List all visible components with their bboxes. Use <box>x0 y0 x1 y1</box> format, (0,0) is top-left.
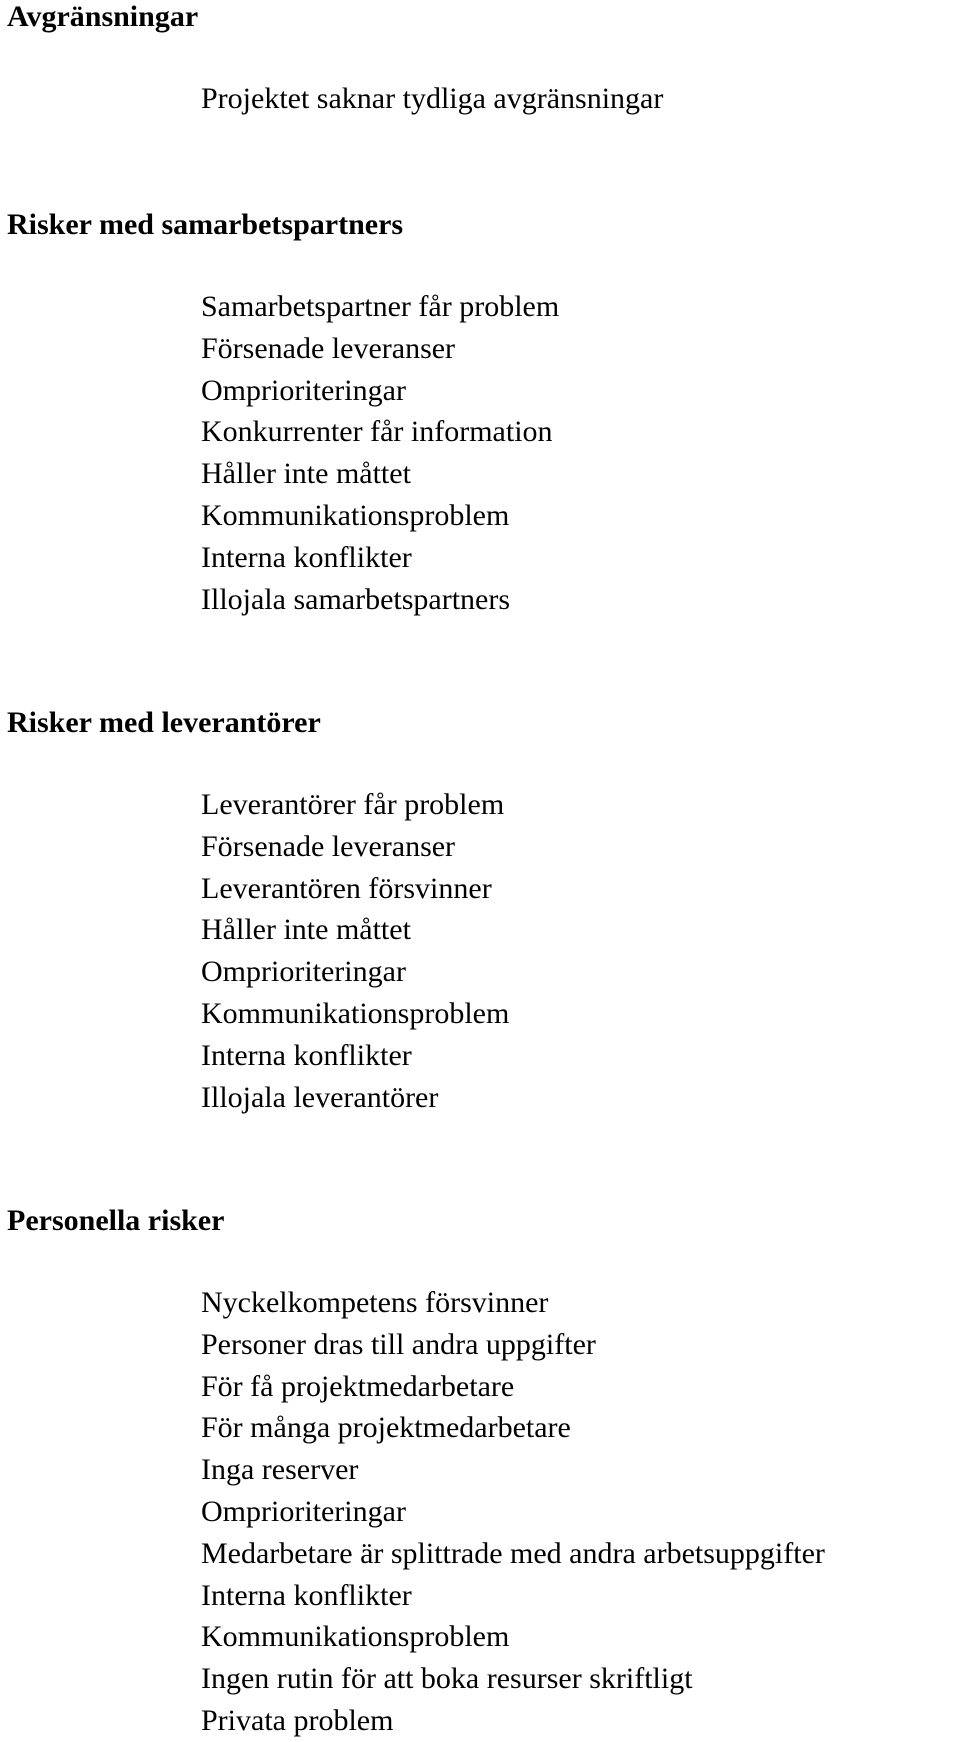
list-item: Medarbetare är splittrade med andra arbetsuppgifter <box>201 1536 825 1570</box>
list-item: Nyckelkompetens försvinner <box>201 1286 549 1319</box>
list-item: Omprioriteringar <box>201 373 406 407</box>
list-item: Interna konflikter <box>201 1578 412 1612</box>
section-heading: Avgränsningar <box>7 0 199 33</box>
list-item: Omprioriteringar <box>201 1494 406 1528</box>
list-item: Samarbetspartner får problem <box>201 290 560 323</box>
list-item: Projektet saknar tydliga avgränsningar <box>201 82 664 115</box>
risk-list <box>201 286 559 620</box>
list-item: Leverantörer får problem <box>201 788 505 821</box>
list-item: Kommunikationsproblem <box>201 498 510 532</box>
list-item: Privata problem <box>201 1703 394 1737</box>
risk-list <box>201 1282 825 1742</box>
list-item: Inga reserver <box>201 1453 359 1487</box>
list-item: Försenade leveranser <box>201 331 456 365</box>
list-item: Håller inte måttet <box>201 913 411 947</box>
list-item: Personer dras till andra uppgifter <box>201 1327 596 1361</box>
list-item: För få projektmedarbetare <box>201 1369 515 1403</box>
list-item: Ingen rutin för att boka resurser skriftligt <box>201 1662 693 1696</box>
section-heading: Personella risker <box>7 1204 225 1237</box>
list-item: För många projektmedarbetare <box>201 1411 571 1445</box>
list-item: Interna konflikter <box>201 1038 412 1072</box>
list-item: Konkurrenter får information <box>201 415 553 449</box>
list-item: Illojala samarbetspartners <box>201 582 511 616</box>
list-item: Håller inte måttet <box>201 457 411 491</box>
list-item: Försenade leveranser <box>201 829 456 863</box>
section-heading: Risker med leverantörer <box>7 706 321 739</box>
list-item: Illojala leverantörer <box>201 1080 439 1114</box>
list-item: Omprioriteringar <box>201 955 406 989</box>
list-item: Interna konflikter <box>201 540 412 574</box>
list-item: Kommunikationsproblem <box>201 1620 510 1654</box>
risk-list <box>201 784 509 1118</box>
list-item: Kommunikationsproblem <box>201 996 510 1030</box>
risk-list <box>201 78 663 120</box>
list-item: Leverantören försvinner <box>201 871 492 905</box>
section-heading: Risker med samarbetspartners <box>7 208 404 241</box>
